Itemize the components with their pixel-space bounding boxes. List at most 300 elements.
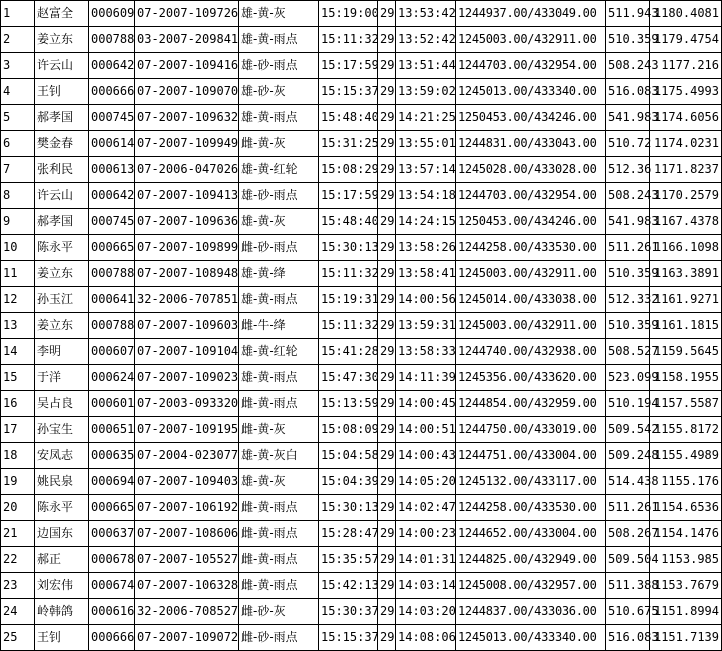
club-id-cell: 000788	[89, 27, 135, 53]
ring-number-cell: 07-2007-109632	[135, 105, 239, 131]
distance-cell: 511.943	[606, 1, 650, 27]
start-time-cell: 15:17:59	[319, 183, 378, 209]
name-cell: 王钊	[35, 625, 89, 651]
club-id-cell: 000694	[89, 469, 135, 495]
club-id-cell: 000788	[89, 313, 135, 339]
speed-cell: 1159.5645	[650, 339, 722, 365]
arrival-day-cell: 29	[378, 261, 396, 287]
rank-cell: 25	[1, 625, 35, 651]
ring-number-cell: 07-2007-109899	[135, 235, 239, 261]
start-time-cell: 15:30:37	[319, 599, 378, 625]
ring-number-cell: 07-2007-109603	[135, 313, 239, 339]
distance-cell: 509.248	[606, 443, 650, 469]
coordinate-cell: 1250453.00/434246.00	[456, 209, 606, 235]
speed-cell: 1177.216	[650, 53, 722, 79]
arrival-day-cell: 29	[378, 79, 396, 105]
feather-color-cell: 雄-黄-灰	[239, 209, 319, 235]
club-id-cell: 000678	[89, 547, 135, 573]
rank-cell: 16	[1, 391, 35, 417]
arrival-day-cell: 29	[378, 339, 396, 365]
club-id-cell: 000637	[89, 521, 135, 547]
club-id-cell: 000666	[89, 79, 135, 105]
start-time-cell: 15:15:37	[319, 625, 378, 651]
start-time-cell: 15:47:30	[319, 365, 378, 391]
distance-cell: 541.983	[606, 209, 650, 235]
name-cell: 许云山	[35, 183, 89, 209]
ring-number-cell: 07-2007-109403	[135, 469, 239, 495]
arrival-day-cell: 29	[378, 443, 396, 469]
rank-cell: 24	[1, 599, 35, 625]
arrival-day-cell: 29	[378, 365, 396, 391]
name-cell: 许云山	[35, 53, 89, 79]
feather-color-cell: 雄-黄-红轮	[239, 339, 319, 365]
arrival-time-cell: 13:54:18	[396, 183, 456, 209]
ring-number-cell: 07-2007-109949	[135, 131, 239, 157]
arrival-time-cell: 13:58:33	[396, 339, 456, 365]
rank-cell: 22	[1, 547, 35, 573]
start-time-cell: 15:04:39	[319, 469, 378, 495]
ring-number-cell: 07-2007-109416	[135, 53, 239, 79]
name-cell: 陈永平	[35, 495, 89, 521]
table-row	[1, 573, 722, 599]
arrival-time-cell: 13:57:14	[396, 157, 456, 183]
distance-cell: 510.359	[606, 313, 650, 339]
speed-cell: 1154.1476	[650, 521, 722, 547]
name-cell: 姚民泉	[35, 469, 89, 495]
arrival-time-cell: 13:59:02	[396, 79, 456, 105]
coordinate-cell: 1244258.00/433530.00	[456, 235, 606, 261]
start-time-cell: 15:48:40	[319, 105, 378, 131]
arrival-day-cell: 29	[378, 209, 396, 235]
ring-number-cell: 32-2006-708527	[135, 599, 239, 625]
start-time-cell: 15:04:58	[319, 443, 378, 469]
coordinate-cell: 1245356.00/433620.00	[456, 365, 606, 391]
start-time-cell: 15:30:13	[319, 235, 378, 261]
feather-color-cell: 雄-黄-雨点	[239, 105, 319, 131]
distance-cell: 509.542	[606, 417, 650, 443]
coordinate-cell: 1244837.00/433036.00	[456, 599, 606, 625]
rank-cell: 1	[1, 1, 35, 27]
rank-cell: 8	[1, 183, 35, 209]
results-rows	[1, 1, 722, 651]
name-cell: 刘宏伟	[35, 573, 89, 599]
rank-cell: 17	[1, 417, 35, 443]
distance-cell: 511.388	[606, 573, 650, 599]
arrival-day-cell: 29	[378, 157, 396, 183]
name-cell: 张利民	[35, 157, 89, 183]
distance-cell: 510.675	[606, 599, 650, 625]
coordinate-cell: 1244751.00/433004.00	[456, 443, 606, 469]
distance-cell: 510.359	[606, 27, 650, 53]
arrival-day-cell: 29	[378, 131, 396, 157]
arrival-time-cell: 13:58:41	[396, 261, 456, 287]
speed-cell: 1180.4081	[650, 1, 722, 27]
ring-number-cell: 03-2007-209841	[135, 27, 239, 53]
feather-color-cell: 雌-砂-灰	[239, 599, 319, 625]
name-cell: 陈永平	[35, 235, 89, 261]
distance-cell: 512.332	[606, 287, 650, 313]
name-cell: 安凤志	[35, 443, 89, 469]
coordinate-cell: 1244258.00/433530.00	[456, 495, 606, 521]
arrival-day-cell: 29	[378, 1, 396, 27]
ring-number-cell: 07-2004-023077	[135, 443, 239, 469]
feather-color-cell: 雌-黄-雨点	[239, 573, 319, 599]
club-id-cell: 000642	[89, 183, 135, 209]
name-cell: 郝孝国	[35, 105, 89, 131]
feather-color-cell: 雌-黄-雨点	[239, 495, 319, 521]
ring-number-cell: 07-2007-109023	[135, 365, 239, 391]
ring-number-cell: 07-2007-109413	[135, 183, 239, 209]
coordinate-cell: 1245014.00/433038.00	[456, 287, 606, 313]
start-time-cell: 15:19:31	[319, 287, 378, 313]
club-id-cell: 000745	[89, 209, 135, 235]
feather-color-cell: 雄-砂-灰	[239, 79, 319, 105]
start-time-cell: 15:42:13	[319, 573, 378, 599]
speed-cell: 1153.7679	[650, 573, 722, 599]
table-row	[1, 443, 722, 469]
ring-number-cell: 07-2007-109104	[135, 339, 239, 365]
table-row	[1, 391, 722, 417]
table-row	[1, 495, 722, 521]
table-row	[1, 157, 722, 183]
arrival-time-cell: 14:24:15	[396, 209, 456, 235]
speed-cell: 1151.8994	[650, 599, 722, 625]
distance-cell: 516.083	[606, 625, 650, 651]
rank-cell: 13	[1, 313, 35, 339]
arrival-time-cell: 13:59:31	[396, 313, 456, 339]
feather-color-cell: 雄-黄-红轮	[239, 157, 319, 183]
table-row	[1, 183, 722, 209]
club-id-cell: 000635	[89, 443, 135, 469]
arrival-day-cell: 29	[378, 391, 396, 417]
club-id-cell: 000745	[89, 105, 135, 131]
arrival-time-cell: 14:21:25	[396, 105, 456, 131]
arrival-day-cell: 29	[378, 27, 396, 53]
distance-cell: 523.099	[606, 365, 650, 391]
table-row	[1, 209, 722, 235]
rank-cell: 20	[1, 495, 35, 521]
start-time-cell: 15:31:25	[319, 131, 378, 157]
arrival-day-cell: 29	[378, 235, 396, 261]
arrival-time-cell: 13:55:01	[396, 131, 456, 157]
ring-number-cell: 07-2007-109070	[135, 79, 239, 105]
rank-cell: 7	[1, 157, 35, 183]
coordinate-cell: 1244652.00/433004.00	[456, 521, 606, 547]
club-id-cell: 000651	[89, 417, 135, 443]
start-time-cell: 15:08:29	[319, 157, 378, 183]
club-id-cell: 000674	[89, 573, 135, 599]
feather-color-cell: 雌-黄-灰	[239, 131, 319, 157]
coordinate-cell: 1250453.00/434246.00	[456, 105, 606, 131]
start-time-cell: 15:08:09	[319, 417, 378, 443]
distance-cell: 509.504	[606, 547, 650, 573]
club-id-cell: 000641	[89, 287, 135, 313]
arrival-time-cell: 14:03:20	[396, 599, 456, 625]
name-cell: 郝正	[35, 547, 89, 573]
coordinate-cell: 1244740.00/432938.00	[456, 339, 606, 365]
name-cell: 岭韩鸽	[35, 599, 89, 625]
ring-number-cell: 32-2006-707851	[135, 287, 239, 313]
rank-cell: 12	[1, 287, 35, 313]
start-time-cell: 15:11:32	[319, 261, 378, 287]
club-id-cell: 000665	[89, 235, 135, 261]
coordinate-cell: 1244703.00/432954.00	[456, 53, 606, 79]
arrival-time-cell: 13:52:42	[396, 27, 456, 53]
arrival-day-cell: 29	[378, 53, 396, 79]
name-cell: 姜立东	[35, 27, 89, 53]
club-id-cell: 000642	[89, 53, 135, 79]
speed-cell: 1170.2579	[650, 183, 722, 209]
rank-cell: 11	[1, 261, 35, 287]
rank-cell: 18	[1, 443, 35, 469]
name-cell: 赵富全	[35, 1, 89, 27]
table-row	[1, 131, 722, 157]
rank-cell: 6	[1, 131, 35, 157]
feather-color-cell: 雌-砂-雨点	[239, 235, 319, 261]
speed-cell: 1163.3891	[650, 261, 722, 287]
arrival-time-cell: 14:02:47	[396, 495, 456, 521]
start-time-cell: 15:41:28	[319, 339, 378, 365]
name-cell: 孙宝生	[35, 417, 89, 443]
rank-cell: 23	[1, 573, 35, 599]
arrival-time-cell: 14:00:51	[396, 417, 456, 443]
table-row	[1, 1, 722, 27]
arrival-time-cell: 14:00:45	[396, 391, 456, 417]
arrival-day-cell: 29	[378, 573, 396, 599]
name-cell: 李明	[35, 339, 89, 365]
arrival-day-cell: 29	[378, 287, 396, 313]
table-row	[1, 365, 722, 391]
arrival-time-cell: 14:01:31	[396, 547, 456, 573]
distance-cell: 510.194	[606, 391, 650, 417]
name-cell: 王钊	[35, 79, 89, 105]
speed-cell: 1155.176	[650, 469, 722, 495]
feather-color-cell: 雄-黄-灰	[239, 1, 319, 27]
coordinate-cell: 1244831.00/433043.00	[456, 131, 606, 157]
rank-cell: 5	[1, 105, 35, 131]
table-row	[1, 521, 722, 547]
club-id-cell: 000624	[89, 365, 135, 391]
table-row	[1, 79, 722, 105]
table-row	[1, 235, 722, 261]
speed-cell: 1166.1098	[650, 235, 722, 261]
table-row	[1, 547, 722, 573]
arrival-day-cell: 29	[378, 625, 396, 651]
coordinate-cell: 1245008.00/432957.00	[456, 573, 606, 599]
start-time-cell: 15:13:59	[319, 391, 378, 417]
club-id-cell: 000601	[89, 391, 135, 417]
arrival-time-cell: 14:08:06	[396, 625, 456, 651]
speed-cell: 1179.4754	[650, 27, 722, 53]
club-id-cell: 000788	[89, 261, 135, 287]
arrival-day-cell: 29	[378, 105, 396, 131]
speed-cell: 1161.1815	[650, 313, 722, 339]
rank-cell: 4	[1, 79, 35, 105]
arrival-time-cell: 14:00:23	[396, 521, 456, 547]
start-time-cell: 15:15:37	[319, 79, 378, 105]
table-row	[1, 287, 722, 313]
feather-color-cell: 雄-砂-雨点	[239, 183, 319, 209]
arrival-day-cell: 29	[378, 313, 396, 339]
table-row	[1, 417, 722, 443]
arrival-day-cell: 29	[378, 417, 396, 443]
arrival-day-cell: 29	[378, 547, 396, 573]
speed-cell: 1174.0231	[650, 131, 722, 157]
distance-cell: 510.72	[606, 131, 650, 157]
arrival-time-cell: 13:51:44	[396, 53, 456, 79]
coordinate-cell: 1245003.00/432911.00	[456, 313, 606, 339]
rank-cell: 21	[1, 521, 35, 547]
rank-cell: 9	[1, 209, 35, 235]
rank-cell: 15	[1, 365, 35, 391]
club-id-cell: 000609	[89, 1, 135, 27]
coordinate-cell: 1245013.00/433340.00	[456, 79, 606, 105]
speed-cell: 1154.6536	[650, 495, 722, 521]
ring-number-cell: 07-2006-047026	[135, 157, 239, 183]
arrival-time-cell: 13:58:26	[396, 235, 456, 261]
start-time-cell: 15:48:40	[319, 209, 378, 235]
coordinate-cell: 1245003.00/432911.00	[456, 261, 606, 287]
speed-cell: 1161.9271	[650, 287, 722, 313]
name-cell: 于洋	[35, 365, 89, 391]
rank-cell: 14	[1, 339, 35, 365]
ring-number-cell: 07-2003-093320	[135, 391, 239, 417]
arrival-time-cell: 14:11:39	[396, 365, 456, 391]
feather-color-cell: 雄-黄-绛	[239, 261, 319, 287]
ring-number-cell: 07-2007-108606	[135, 521, 239, 547]
distance-cell: 541.983	[606, 105, 650, 131]
ring-number-cell: 07-2007-109195	[135, 417, 239, 443]
rank-cell: 3	[1, 53, 35, 79]
start-time-cell: 15:30:13	[319, 495, 378, 521]
club-id-cell: 000666	[89, 625, 135, 651]
speed-cell: 1151.7139	[650, 625, 722, 651]
speed-cell: 1171.8237	[650, 157, 722, 183]
name-cell: 孙玉江	[35, 287, 89, 313]
speed-cell: 1158.1955	[650, 365, 722, 391]
name-cell: 吴占良	[35, 391, 89, 417]
distance-cell: 510.359	[606, 261, 650, 287]
coordinate-cell: 1244825.00/432949.00	[456, 547, 606, 573]
feather-color-cell: 雌-砂-雨点	[239, 625, 319, 651]
distance-cell: 508.267	[606, 521, 650, 547]
coordinate-cell: 1245003.00/432911.00	[456, 27, 606, 53]
feather-color-cell: 雌-黄-雨点	[239, 521, 319, 547]
speed-cell: 1174.6056	[650, 105, 722, 131]
distance-cell: 511.261	[606, 235, 650, 261]
rank-cell: 10	[1, 235, 35, 261]
ring-number-cell: 07-2007-109636	[135, 209, 239, 235]
club-id-cell: 000613	[89, 157, 135, 183]
start-time-cell: 15:11:32	[319, 27, 378, 53]
table-row	[1, 313, 722, 339]
arrival-time-cell: 14:00:43	[396, 443, 456, 469]
speed-cell: 1155.4989	[650, 443, 722, 469]
arrival-day-cell: 29	[378, 599, 396, 625]
ring-number-cell: 07-2007-105527	[135, 547, 239, 573]
rank-cell: 2	[1, 27, 35, 53]
coordinate-cell: 1245132.00/433117.00	[456, 469, 606, 495]
start-time-cell: 15:17:59	[319, 53, 378, 79]
distance-cell: 508.243	[606, 183, 650, 209]
club-id-cell: 000614	[89, 131, 135, 157]
distance-cell: 508.243	[606, 53, 650, 79]
name-cell: 边国东	[35, 521, 89, 547]
arrival-time-cell: 13:53:42	[396, 1, 456, 27]
feather-color-cell: 雌-牛-绛	[239, 313, 319, 339]
arrival-time-cell: 14:05:20	[396, 469, 456, 495]
distance-cell: 508.527	[606, 339, 650, 365]
arrival-day-cell: 29	[378, 183, 396, 209]
start-time-cell: 15:11:32	[319, 313, 378, 339]
start-time-cell: 15:35:57	[319, 547, 378, 573]
club-id-cell: 000616	[89, 599, 135, 625]
speed-cell: 1153.985	[650, 547, 722, 573]
distance-cell: 514.438	[606, 469, 650, 495]
feather-color-cell: 雄-黄-雨点	[239, 287, 319, 313]
distance-cell: 511.261	[606, 495, 650, 521]
arrival-day-cell: 29	[378, 469, 396, 495]
distance-cell: 516.083	[606, 79, 650, 105]
coordinate-cell: 1245013.00/433340.00	[456, 625, 606, 651]
name-cell: 郝孝国	[35, 209, 89, 235]
coordinate-cell: 1244937.00/433049.00	[456, 1, 606, 27]
table-row	[1, 469, 722, 495]
rank-cell: 19	[1, 469, 35, 495]
feather-color-cell: 雄-黄-雨点	[239, 27, 319, 53]
club-id-cell: 000665	[89, 495, 135, 521]
ring-number-cell: 07-2007-108948	[135, 261, 239, 287]
start-time-cell: 15:28:47	[319, 521, 378, 547]
coordinate-cell: 1245028.00/433028.00	[456, 157, 606, 183]
feather-color-cell: 雌-黄-雨点	[239, 547, 319, 573]
start-time-cell: 15:19:00	[319, 1, 378, 27]
coordinate-cell: 1244703.00/432954.00	[456, 183, 606, 209]
feather-color-cell: 雄-黄-灰	[239, 469, 319, 495]
table-row	[1, 625, 722, 651]
arrival-day-cell: 29	[378, 521, 396, 547]
arrival-day-cell: 29	[378, 495, 396, 521]
name-cell: 樊金春	[35, 131, 89, 157]
name-cell: 姜立东	[35, 313, 89, 339]
feather-color-cell: 雄-砂-雨点	[239, 53, 319, 79]
feather-color-cell: 雌-黄-灰	[239, 417, 319, 443]
arrival-time-cell: 14:03:14	[396, 573, 456, 599]
speed-cell: 1157.5587	[650, 391, 722, 417]
distance-cell: 512.36	[606, 157, 650, 183]
table-row	[1, 261, 722, 287]
name-cell: 姜立东	[35, 261, 89, 287]
club-id-cell: 000607	[89, 339, 135, 365]
table-row	[1, 339, 722, 365]
feather-color-cell: 雄-黄-雨点	[239, 365, 319, 391]
table-row	[1, 27, 722, 53]
table-row	[1, 599, 722, 625]
speed-cell: 1175.4993	[650, 79, 722, 105]
ring-number-cell: 07-2007-109726	[135, 1, 239, 27]
ring-number-cell: 07-2007-106192	[135, 495, 239, 521]
ring-number-cell: 07-2007-109072	[135, 625, 239, 651]
ring-number-cell: 07-2007-106328	[135, 573, 239, 599]
arrival-time-cell: 14:00:56	[396, 287, 456, 313]
feather-color-cell: 雌-黄-雨点	[239, 391, 319, 417]
coordinate-cell: 1244750.00/433019.00	[456, 417, 606, 443]
speed-cell: 1167.4378	[650, 209, 722, 235]
table-row	[1, 53, 722, 79]
speed-cell: 1155.8172	[650, 417, 722, 443]
coordinate-cell: 1244854.00/432959.00	[456, 391, 606, 417]
feather-color-cell: 雄-黄-灰白	[239, 443, 319, 469]
